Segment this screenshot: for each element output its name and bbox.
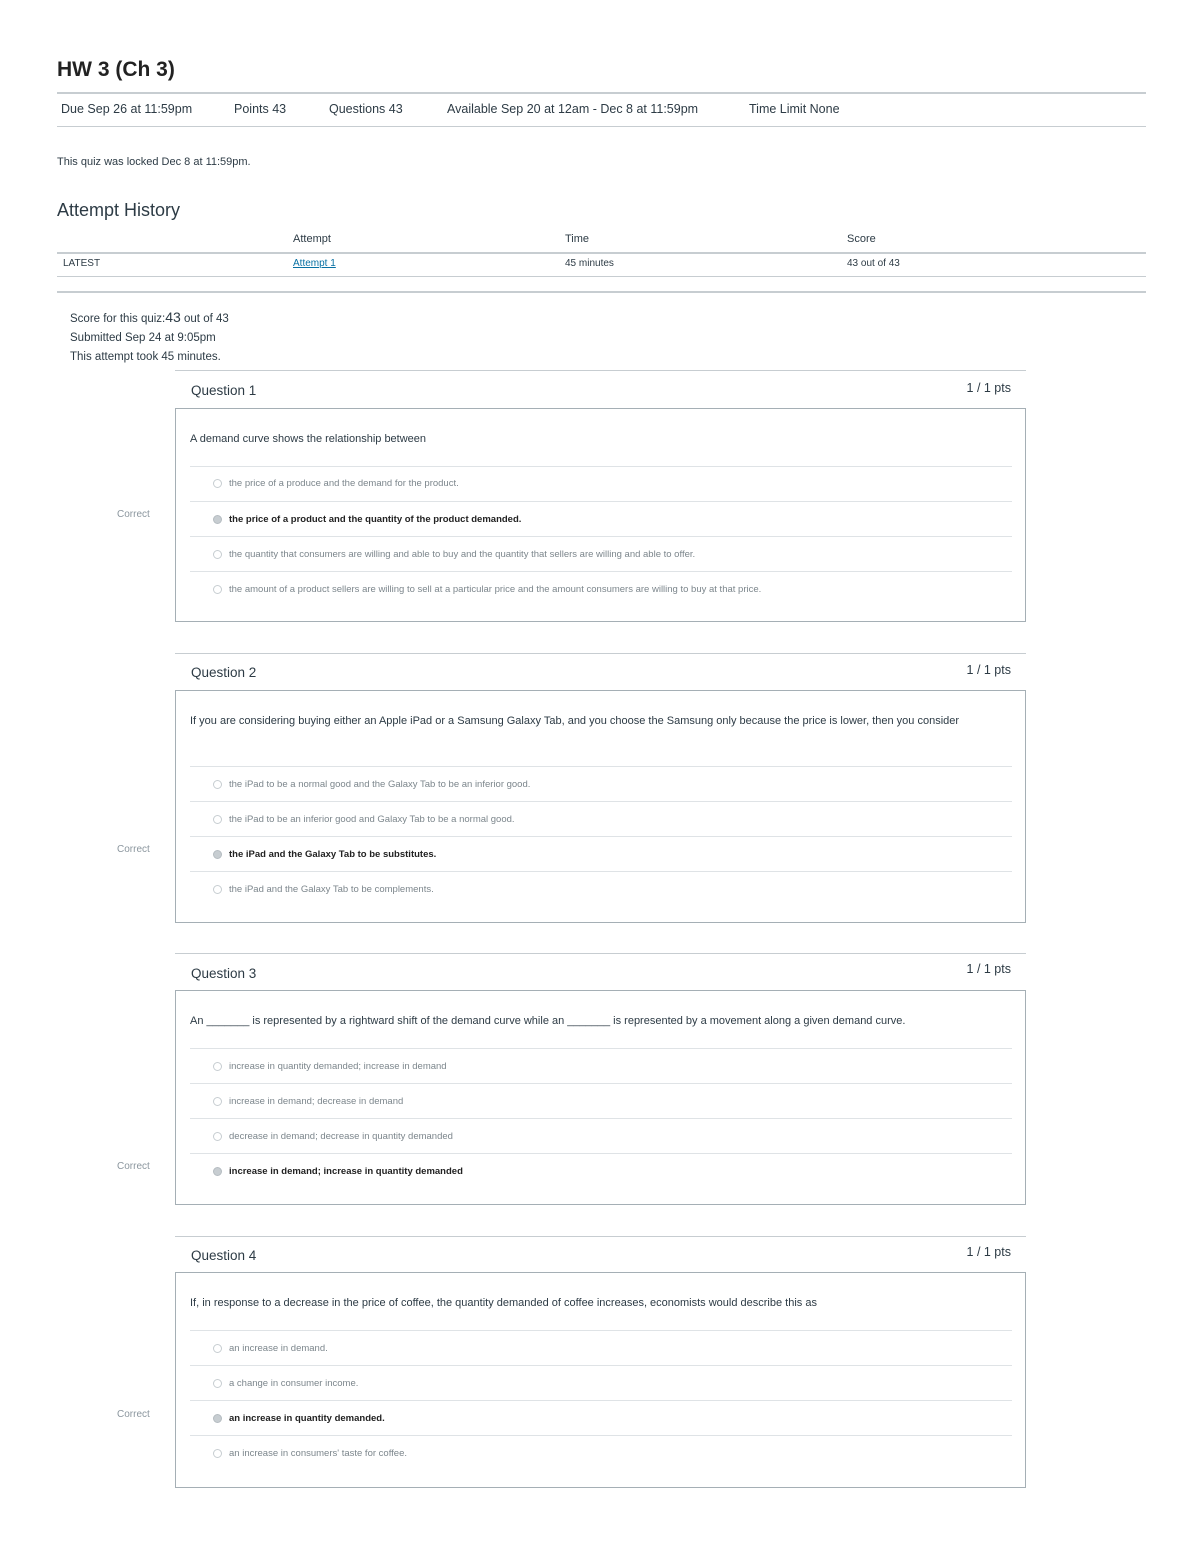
correct-label: Correct — [117, 1409, 150, 1420]
quiz-meta-bar — [57, 92, 1146, 127]
answer-option: the iPad to be a normal good and the Galaxy Tab to be an inferior good. — [229, 779, 531, 790]
question-divider — [175, 1236, 1026, 1237]
question-points: 1 / 1 pts — [966, 1245, 1011, 1259]
question-points: 1 / 1 pts — [966, 381, 1011, 395]
column-header-attempt: Attempt — [293, 233, 331, 245]
quiz-summary — [70, 308, 229, 367]
question-points: 1 / 1 pts — [966, 962, 1011, 976]
radio-option-4[interactable] — [213, 885, 222, 894]
option-divider — [190, 1083, 1012, 1084]
answer-option: an increase in demand. — [229, 1343, 328, 1354]
question-count: Questions 43 — [329, 102, 403, 116]
answer-option: the iPad and the Galaxy Tab to be complements. — [229, 884, 434, 895]
radio-option-4[interactable] — [213, 1449, 222, 1458]
question-title: Question 4 — [191, 1248, 257, 1263]
answer-option: a change in consumer income. — [229, 1378, 359, 1389]
column-header-score: Score — [847, 233, 876, 245]
answer-option: the quantity that consumers are willing and able to buy and the quantity that sellers are willing and able to offer. — [229, 549, 696, 560]
answer-option-selected: an increase in quantity demanded. — [229, 1413, 385, 1424]
option-divider — [190, 1118, 1012, 1119]
option-divider — [190, 466, 1012, 467]
option-divider — [190, 1153, 1012, 1154]
answer-option-selected: increase in demand; increase in quantity demanded — [229, 1166, 463, 1177]
question-title: Question 1 — [191, 383, 257, 398]
score-out-of: out of 43 — [180, 313, 229, 325]
question-divider — [175, 370, 1026, 371]
option-divider — [190, 801, 1012, 802]
option-divider — [190, 871, 1012, 872]
attempt-history-heading: Attempt History — [57, 200, 181, 220]
question-box — [175, 690, 1026, 923]
submitted-line: Submitted Sep 24 at 9:05pm — [70, 332, 216, 344]
question-box — [175, 408, 1026, 622]
radio-option-1[interactable] — [213, 479, 222, 488]
attempt-score: 43 out of 43 — [847, 258, 900, 269]
question-box — [175, 990, 1026, 1205]
option-divider — [190, 1330, 1012, 1331]
answer-option: the price of a produce and the demand for the product. — [229, 478, 459, 489]
question-title: Question 3 — [191, 966, 257, 981]
section-divider — [57, 291, 1146, 293]
option-divider — [190, 836, 1012, 837]
option-divider — [190, 1048, 1012, 1049]
time-limit: Time Limit None — [749, 102, 840, 116]
correct-label: Correct — [117, 1161, 150, 1172]
answer-option-selected: the price of a product and the quantity of the product demanded. — [229, 514, 522, 525]
points-total: Points 43 — [234, 102, 287, 116]
option-divider — [190, 1435, 1012, 1436]
question-text: A demand curve shows the relationship between — [190, 433, 427, 445]
column-header-time: Time — [565, 233, 590, 245]
radio-option-1[interactable] — [213, 780, 222, 789]
due-date: Due Sep 26 at 11:59pm — [61, 102, 193, 116]
answer-option: the amount of a product sellers are willing to sell at a particular price and the amount consumers are willing to buy at that price. — [229, 584, 762, 595]
duration-line: This attempt took 45 minutes. — [70, 351, 221, 363]
option-divider — [190, 1400, 1012, 1401]
question-text: If you are considering buying either an Apple iPad or a Samsung Galaxy Tab, and you choose the Samsung only because the price is lower, then you consider — [190, 715, 960, 727]
score-value: 43 — [165, 309, 181, 325]
question-text: If, in response to a decrease in the price of coffee, the quantity demanded of coffee increases, economists would describe this as — [190, 1297, 817, 1309]
radio-option-4[interactable] — [213, 585, 222, 594]
table-header-divider — [57, 252, 1146, 254]
radio-option-2-selected[interactable] — [213, 515, 222, 524]
radio-option-2[interactable] — [213, 815, 222, 824]
correct-label: Correct — [117, 844, 150, 855]
option-divider — [190, 1365, 1012, 1366]
question-divider — [175, 953, 1026, 954]
score-label: Score for this quiz: — [70, 313, 166, 325]
radio-option-3-selected[interactable] — [213, 850, 222, 859]
option-divider — [190, 766, 1012, 767]
question-title: Question 2 — [191, 665, 257, 680]
option-divider — [190, 536, 1012, 537]
page-title: HW 3 (Ch 3) — [57, 58, 175, 81]
question-divider — [175, 653, 1026, 654]
answer-option: increase in quantity demanded; increase in demand — [229, 1061, 447, 1072]
radio-option-4-selected[interactable] — [213, 1167, 222, 1176]
option-divider — [190, 501, 1012, 502]
score-line — [70, 308, 229, 329]
radio-option-3-selected[interactable] — [213, 1414, 222, 1423]
answer-option-selected: the iPad and the Galaxy Tab to be substitutes. — [229, 849, 437, 860]
radio-option-1[interactable] — [213, 1344, 222, 1353]
radio-option-3[interactable] — [213, 1132, 222, 1141]
radio-option-2[interactable] — [213, 1379, 222, 1388]
table-row-divider — [57, 276, 1146, 277]
answer-option: decrease in demand; decrease in quantity demanded — [229, 1131, 453, 1142]
option-divider — [190, 571, 1012, 572]
radio-option-1[interactable] — [213, 1062, 222, 1071]
question-box — [175, 1272, 1026, 1488]
question-text: An _______ is represented by a rightward shift of the demand curve while an _______ is represented by a movement along a given demand curve. — [190, 1015, 906, 1027]
latest-label: LATEST — [63, 258, 101, 269]
radio-option-2[interactable] — [213, 1097, 222, 1106]
attempt-link[interactable]: Attempt 1 — [293, 258, 336, 269]
attempt-time: 45 minutes — [565, 258, 614, 269]
lock-message: This quiz was locked Dec 8 at 11:59pm. — [57, 156, 251, 168]
correct-label: Correct — [117, 509, 150, 520]
question-points: 1 / 1 pts — [966, 663, 1011, 677]
answer-option: the iPad to be an inferior good and Galaxy Tab to be a normal good. — [229, 814, 515, 825]
availability-window: Available Sep 20 at 12am - Dec 8 at 11:59pm — [447, 102, 699, 116]
answer-option: increase in demand; decrease in demand — [229, 1096, 404, 1107]
answer-option: an increase in consumers' taste for coffee. — [229, 1448, 408, 1459]
radio-option-3[interactable] — [213, 550, 222, 559]
